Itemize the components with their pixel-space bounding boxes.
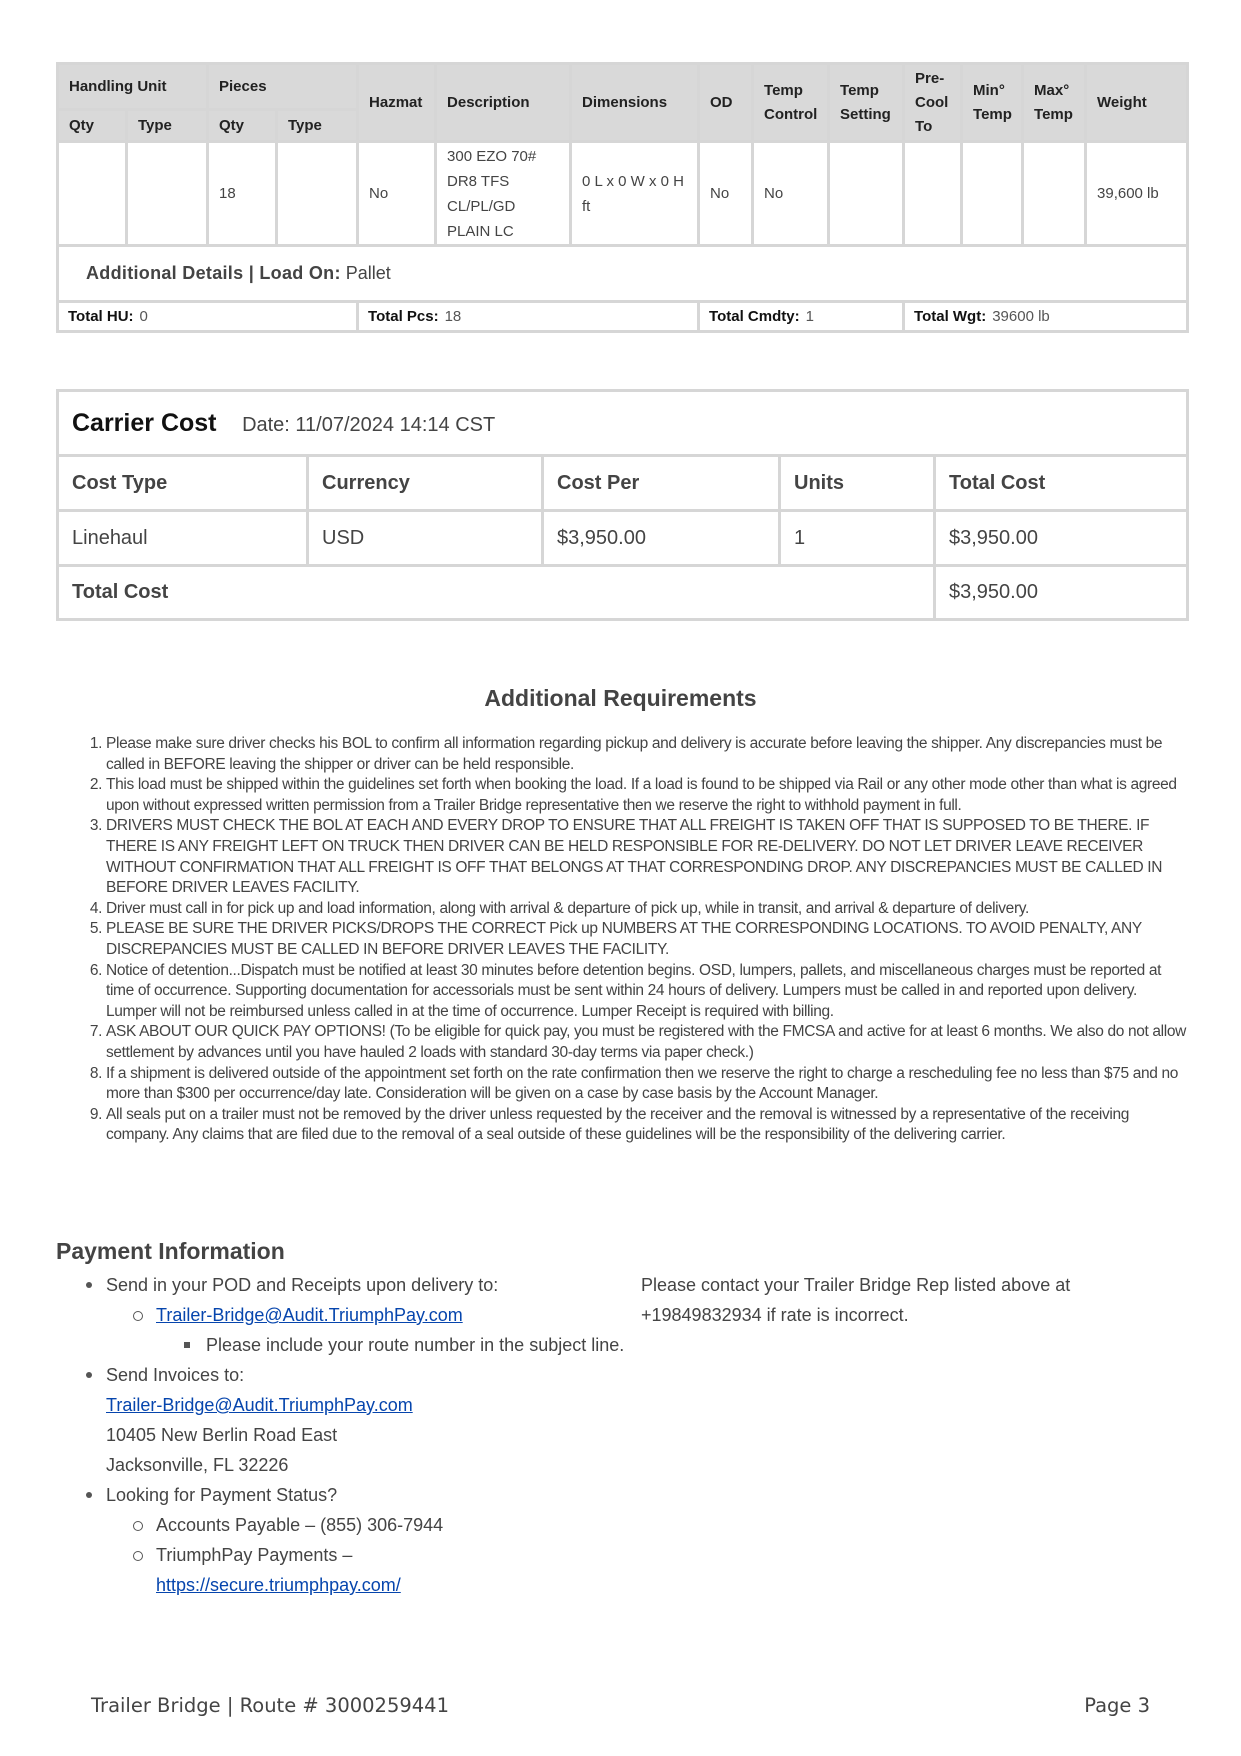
header-temp-setting: Temp Setting xyxy=(829,64,904,142)
table-row xyxy=(58,511,1188,566)
total-wgt-value: 39600 lb xyxy=(992,308,1050,325)
carrier-cost-table xyxy=(56,389,1189,621)
cell-pcs-type xyxy=(277,142,358,246)
total-pcs-value: 18 xyxy=(444,308,462,325)
header-hazmat: Hazmat xyxy=(358,64,436,142)
list-item: 5. PLEASE BE SURE THE DRIVER PICKS/DROPS THE CORRECT Pick up NUMBERS AT THE CORRESPONDING LOCATIONS. TO AVOID PENALTY, ANY DISCREPANCIES MUST BE CALLED IN BEFORE DRIVER LEAVES THE FACILITY. xyxy=(106,919,1186,960)
list-item: 1. Please make sure driver checks his BOL to confirm all information regarding pickup and delivery is accurate before leaving the shipper. Any discrepancies must be called in BEFORE leaving the shipper or driver can be held responsible. xyxy=(106,734,1186,775)
contact-note: Please contact your Trailer Bridge Rep listed above at +19849832934 if rate is incorrect. xyxy=(641,1275,1071,1325)
total-pcs-label: Total Pcs: xyxy=(368,308,439,325)
header-min-temp: Min° Temp xyxy=(962,64,1023,142)
additional-requirements-title: Additional Requirements xyxy=(484,685,757,711)
total-cost-value: $3,950.00 xyxy=(935,566,1188,620)
cell-max-temp xyxy=(1023,142,1086,246)
cost-type-cell: Linehaul xyxy=(58,511,308,566)
cost-per-cell: $3,950.00 xyxy=(543,511,780,566)
cell-pcs-qty: 18 xyxy=(208,142,277,246)
header-pcs-qty: Qty xyxy=(208,110,277,142)
invoice-email-link[interactable]: Trailer-Bridge@Audit.TriumphPay.com xyxy=(106,1395,413,1415)
header-handling-unit: Handling Unit xyxy=(58,64,208,110)
additional-details-value: Pallet xyxy=(345,263,391,283)
carrier-cost-title: Carrier Cost xyxy=(72,408,217,437)
list-item: 2. This load must be shipped within the guidelines set forth when booking the load. If a load is found to be shipped via Rail or any other mode other than what is agreed upon without expressed written permission from a Trailer Bridge representative then we reserve the right to withhold payment in full. xyxy=(106,775,1186,816)
pod-label: Send in your POD and Receipts upon delivery to: xyxy=(106,1275,499,1295)
total-wgt-label: Total Wgt: xyxy=(914,308,987,325)
payment-information-title: Payment Information xyxy=(56,1238,285,1264)
cell-temp-control: No xyxy=(753,142,829,246)
list-item: 8. If a shipment is delivered outside of the appointment set forth on the rate confirmation then we reserve the right to charge a rescheduling fee no less than $75 and no more than $300 per occurrence/day late. Consideration will be given on a case by case basis by the Account Manager. xyxy=(106,1064,1186,1105)
page-number: Page 3 xyxy=(1084,1694,1150,1717)
list-item: 4. Driver must call in for pick up and load information, along with arrival & departure of pick up, while in transit, and arrival & departure of delivery. xyxy=(106,899,1186,920)
list-item: 9. All seals put on a trailer must not be removed by the driver unless requested by the receiver and the removal is witnessed by a representative of the receiving company. Any claims that are filed due to the removal of a seal outside of these guidelines will be the responsibility of the delivering carrier. xyxy=(106,1105,1186,1146)
carrier-cost-date: Date: 11/07/2024 14:14 CST xyxy=(242,413,496,436)
cell-temp-setting xyxy=(829,142,904,246)
footer-route: Trailer Bridge | Route # 3000259441 xyxy=(91,1694,449,1717)
total-hu xyxy=(58,302,358,332)
list-item xyxy=(56,1360,626,1480)
header-temp-control: Temp Control xyxy=(753,64,829,142)
header-max-temp: Max° Temp xyxy=(1023,64,1086,142)
header-pieces: Pieces xyxy=(208,64,358,110)
total-hu-label: Total HU: xyxy=(68,308,134,325)
list-item xyxy=(106,1300,626,1360)
header-hu-qty: Qty xyxy=(58,110,127,142)
header-weight: Weight xyxy=(1086,64,1188,142)
list-item: 6. Notice of detention...Dispatch must be notified at least 30 minutes before detention begins. OSD, lumpers, pallets, and miscellaneous charges must be reported at time of occurrence. Supporting documentation for accessorials must be sent within 24 hours of delivery. Lumpers must be called in and reported upon delivery. Lumper will not be reimbursed unless called in at the time of occurrence. Lumper Receipt is required with billing. xyxy=(106,961,1186,1023)
column-cost-per: Cost Per xyxy=(543,456,780,511)
header-od: OD xyxy=(699,64,753,142)
header-dimensions: Dimensions xyxy=(571,64,699,142)
list-item xyxy=(106,1540,626,1600)
list-item xyxy=(56,1270,626,1360)
address-line-2: Jacksonville, FL 32226 xyxy=(106,1455,289,1475)
cell-weight: 39,600 lb xyxy=(1086,142,1188,246)
list-item: 3. DRIVERS MUST CHECK THE BOL AT EACH AND EVERY DROP TO ENSURE THAT ALL FREIGHT IS TAKEN OFF THAT IS SUPPOSED TO BE THERE. IF THERE IS ANY FREIGHT LEFT ON TRUCK THEN DRIVER CAN BE HELD RESPONSIBLE FOR RE-DELIVERY. DO NOT LET DRIVER LEAVE RECEIVER WITHOUT CONFIRMATION THAT ALL FREIGHT IS OFF THAT BELONGS AT THAT CORRESPONDING DROP. ANY DISCREPANCIES MUST BE CALLED IN BEFORE DRIVER LEAVES FACILITY. xyxy=(106,816,1186,898)
cell-description: 300 EZO 70# DR8 TFS CL/PL/GD PLAIN LC xyxy=(436,142,571,246)
header-pre-cool-to: Pre-Cool To xyxy=(904,64,962,142)
cell-hazmat: No xyxy=(358,142,436,246)
address-line-1: 10405 New Berlin Road East xyxy=(106,1425,338,1445)
cell-pre-cool-to xyxy=(904,142,962,246)
column-total-cost: Total Cost xyxy=(935,456,1188,511)
cell-od: No xyxy=(699,142,753,246)
list-item: 7. ASK ABOUT OUR QUICK PAY OPTIONS! (To be eligible for quick pay, you must be registered with the FMCSA and active for at least 6 months. We also do not allow settlement by advances until you have hauled 2 loads with standard 30-day terms via paper check.) xyxy=(106,1022,1186,1063)
header-hu-type: Type xyxy=(127,110,208,142)
total-pcs xyxy=(358,302,699,332)
header-pcs-type: Type xyxy=(277,110,358,142)
total-wgt xyxy=(904,302,1188,332)
column-units: Units xyxy=(780,456,935,511)
total-cmdty-value: 1 xyxy=(805,308,814,325)
column-cost-type: Cost Type xyxy=(58,456,308,511)
accounts-payable-line: Accounts Payable – (855) 306-7944 xyxy=(106,1510,626,1540)
total-cost-label: Total Cost xyxy=(58,566,935,620)
cell-hu-type xyxy=(127,142,208,246)
triumphpay-label: TriumphPay Payments – xyxy=(156,1545,353,1565)
cell-dimensions: 0 L x 0 W x 0 H ft xyxy=(571,142,699,246)
additional-details-label: Additional Details | Load On: xyxy=(86,263,341,283)
freight-row xyxy=(58,142,1188,246)
triumphpay-link[interactable]: https://secure.triumphpay.com/ xyxy=(156,1575,401,1595)
list-item xyxy=(56,1480,626,1600)
pod-email-link[interactable]: Trailer-Bridge@Audit.TriumphPay.com xyxy=(156,1305,463,1325)
cell-min-temp xyxy=(962,142,1023,246)
payment-instructions xyxy=(56,1270,626,1600)
header-description: Description xyxy=(436,64,571,142)
column-currency: Currency xyxy=(308,456,543,511)
currency-cell: USD xyxy=(308,511,543,566)
total-cmdty-label: Total Cmdty: xyxy=(709,308,800,325)
carrier-cost-header xyxy=(58,391,1188,456)
units-cell: 1 xyxy=(780,511,935,566)
invoice-label: Send Invoices to: xyxy=(106,1365,245,1385)
total-hu-value: 0 xyxy=(139,308,148,325)
freight-table xyxy=(56,62,1189,333)
payment-status-label: Looking for Payment Status? xyxy=(106,1485,338,1505)
pod-note: Please include your route number in the subject line. xyxy=(156,1330,626,1360)
total-cmdty xyxy=(699,302,904,332)
cell-hu-qty xyxy=(58,142,127,246)
total-cost-cell: $3,950.00 xyxy=(935,511,1188,566)
requirements-list xyxy=(106,734,1186,1146)
additional-details xyxy=(58,246,1188,302)
